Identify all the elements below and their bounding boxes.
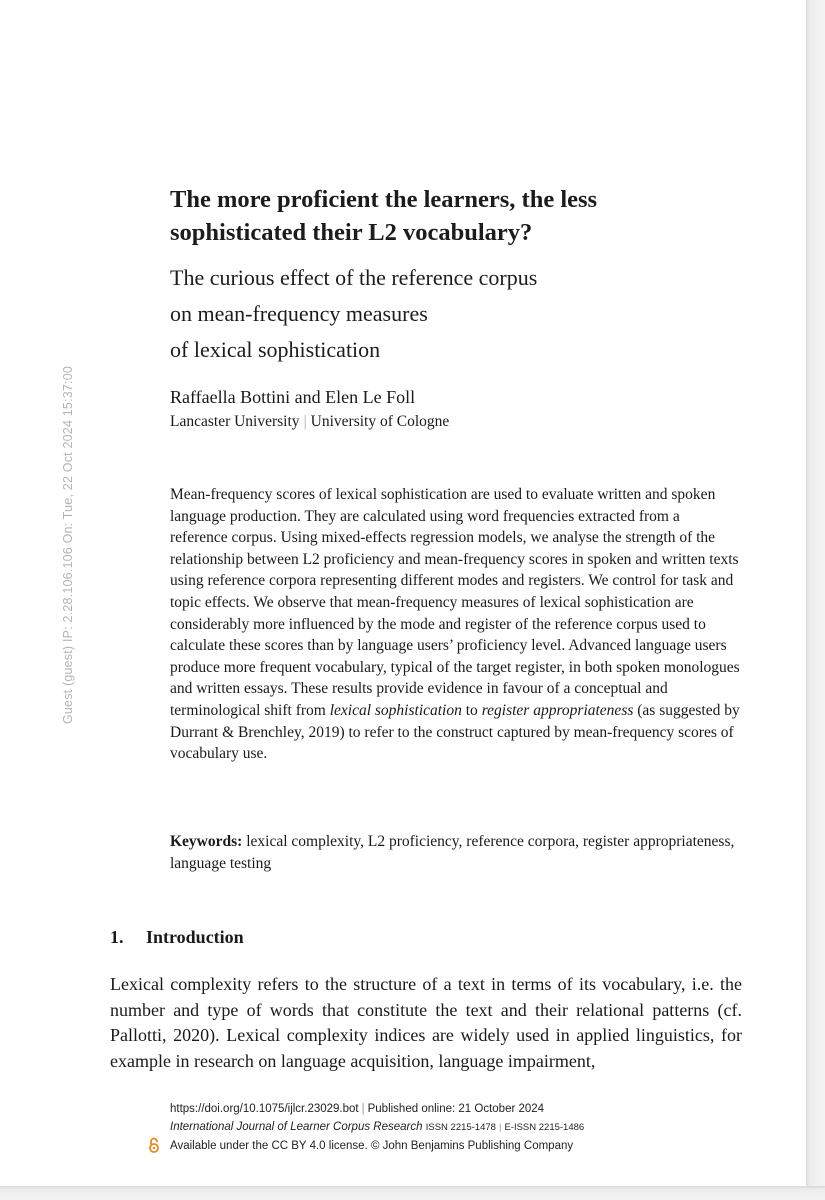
footer-separator: |	[361, 1103, 365, 1115]
title-line: sophisticated their L2 vocabulary?	[170, 219, 533, 246]
eissn: E-ISSN 2215-1486	[504, 1122, 585, 1133]
affiliation-lancaster: Lancaster University	[170, 413, 300, 430]
footer-line-journal	[170, 1118, 584, 1137]
journal-name: International Journal of Learner Corpus Research	[170, 1121, 423, 1133]
section-heading-introduction	[110, 925, 244, 949]
footer-line-license: Available under the CC BY 4.0 license. © John Benjamins Publishing Company	[170, 1140, 574, 1152]
section-number: 1.	[110, 927, 124, 947]
doi-link[interactable]: https://doi.org/10.1075/ijlcr.23029.bot	[170, 1103, 359, 1115]
abstract-term-register-appropriateness: register appropriateness	[481, 701, 634, 719]
abstract-text: to	[461, 701, 482, 719]
download-watermark: Guest (guest) IP: 2.28.106.106 On: Tue, 22 Oct 2024 15:37:00	[61, 365, 75, 725]
page-footer	[170, 1100, 584, 1155]
paper-subtitle	[170, 260, 690, 368]
section-title: Introduction	[146, 927, 244, 947]
open-access-lock-icon	[148, 1137, 160, 1153]
abstract-text: (as suggested by Durrant & Brenchley, 2019) to refer to the construct captured by mean-frequency scores of vocabulary use.	[170, 701, 740, 763]
authors: Raffaella Bottini and Elen Le Foll	[170, 387, 416, 407]
introduction-paragraph: Lexical complexity refers to the structure of a text in terms of its vocabulary, i.e. the number and type of words that constitute the text and their relational patterns (cf. Pallotti, 2020). Lexical complexity indices are widely used in applied linguistics, for example in research on language acquisition, language impairment,	[110, 974, 742, 1071]
footer-separator: |	[498, 1122, 502, 1133]
abstract	[170, 484, 740, 765]
affiliation-cologne: University of Cologne	[310, 413, 450, 430]
affiliations	[170, 411, 449, 433]
page-shadow-bottom	[0, 1186, 825, 1200]
keywords-text: lexical complexity, L2 proficiency, reference corpora, register appropriateness, language testing	[170, 833, 735, 872]
keywords-label: Keywords:	[170, 833, 243, 850]
title-line: The more proficient the learners, the less	[170, 186, 598, 213]
page-shadow-right	[806, 0, 825, 1200]
subtitle-line: The curious effect of the reference corpus	[170, 265, 538, 290]
published-date: Published online: 21 October 2024	[367, 1103, 545, 1115]
footer-line-doi	[170, 1100, 584, 1118]
affiliation-separator: |	[303, 413, 307, 430]
subtitle-line: on mean-frequency measures	[170, 301, 428, 326]
issn: ISSN 2215-1478	[425, 1122, 496, 1133]
paper-title	[170, 183, 730, 249]
abstract-term-lexical-sophistication: lexical sophistication	[329, 701, 462, 719]
subtitle-line: of lexical sophistication	[170, 337, 381, 362]
keywords	[170, 831, 740, 875]
abstract-text: Mean-frequency scores of lexical sophistication are used to evaluate written and spoken language production. They are calculated using word frequencies extracted from a reference corpus. Using mixed-effects regression models, we analyse the strength of the relationship between L2 proficiency and mean-frequency scores in spoken and written texts using reference corpora representing different modes and registers. We control for task and topic effects. We observe that mean-frequency measures of lexical sophistication are considerably more influenced by the mode and register of the reference corpus used to calculate these scores than by language users’ proficiency level. Advanced language users produce more frequent vocabulary, typical of the target register, in both spoken monologues and written essays. These results provide evidence in favour of a conceptual and terminological shift from	[170, 486, 740, 719]
